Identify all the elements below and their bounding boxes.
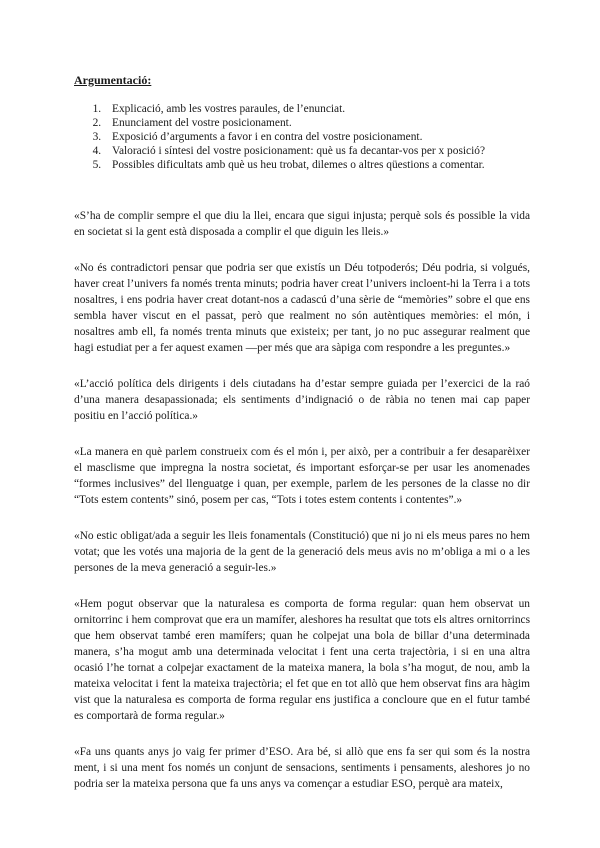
argumentation-steps-list xyxy=(74,102,530,172)
list-item: 5. Possibles dificultats amb què us heu trobat, dilemes o altres qüestions a comentar. xyxy=(104,158,530,172)
quote-paragraph: «L’acció política dels dirigents i dels ciutadans ha d’estar sempre guiada per l’exercici de la raó d’una manera desapassionada; els sentiments d’indignació o de ràbia no tenen mai cap paper positiu en l’acció política.» xyxy=(74,378,530,422)
list-item: 1. Explicació, amb les vostres paraules, de l’enunciat. xyxy=(104,102,530,116)
quote-paragraph: «La manera en què parlem construeix com és el món i, per això, per a contribuir a fer desaparèixer el masclisme que impregna la nostra societat, és important esforçar-se per usar les anomenades “formes inclusives” del llenguatge i quan, per exemple, parlem de les persones de la classe no dir “Tots estem contents” sinó, posem per cas, “Tots i totes estem contents i contentes”.» xyxy=(74,446,530,506)
quote-paragraph: «S’ha de complir sempre el que diu la llei, encara que sigui injusta; perquè sols és possible la vida en societat si la gent està disposada a complir el que diguin les lleis.» xyxy=(74,210,530,238)
quote-paragraph: «Fa uns quants anys jo vaig fer primer d’ESO. Ara bé, si allò que ens fa ser qui som és la nostra ment, i si una ment fos només un conjunt de sensacions, sentiments i pensaments, aleshores jo no podria ser la mateixa persona que fa uns anys va començar a estudiar ESO, perquè ara mateix, xyxy=(74,746,530,790)
list-item: 4. Valoració i síntesi del vostre posicionament: què us fa decantar-vos per x posició? xyxy=(104,144,530,158)
quote-paragraph: «Hem pogut observar que la naturalesa es comporta de forma regular: quan hem observat un ornitorrinc i hem comprovat que era un mamífer, aleshores ha resultat que tots els altres ornitorrincs que hem observat també eren mamífers; quan he colpejat una bola de billar d’una determinada manera, s’ha mogut amb una determinada velocitat i fent una certa trajectòria, i si en una altra ocasió l’he tornat a colpejar exactament de la mateixa manera, la bola s’ha mogut, de nou, amb la mateixa velocitat i fent la mateixa trajectòria; el fet que en tot allò que hem observat fins ara hàgim vist que la naturalesa es comporta de forma regular ens justifica a concloure que en el futur també es comportarà de forma regular.» xyxy=(74,598,530,722)
list-item: 3. Exposició d’arguments a favor i en contra del vostre posicionament. xyxy=(104,130,530,144)
quote-paragraph: «No estic obligat/ada a seguir les lleis fonamentals (Constitució) que ni jo ni els meus pares no hem votat; que les votés una majoria de la gent de la generació dels meus avis no m’obliga a mi o a les persones de la meva generació a seguir-les.» xyxy=(74,530,530,574)
list-item: 2. Enunciament del vostre posicionament. xyxy=(104,116,530,130)
quote-paragraph: «No és contradictori pensar que podria ser que existís un Déu totpoderós; Déu podria, si volgués, haver creat l’univers fa només trenta minuts; podria haver creat l’univers incloent-hi la Terra i a tots nosaltres, i ens podria haver creat dotant-nos a cadascú d’una sèrie de “memòries” sobre el que ens sembla haver viscut en el passat, però que realment no són autèntiques memòries: el món, i nosaltres amb ell, fa només trenta minuts que existeix; per tant, jo no puc assegurar realment que hagi estudiat per a fer aquest examen —per més que ara sàpiga com respondre a les preguntes.» xyxy=(74,262,530,354)
section-heading: Argumentació: xyxy=(74,73,152,87)
document-page xyxy=(74,72,530,812)
